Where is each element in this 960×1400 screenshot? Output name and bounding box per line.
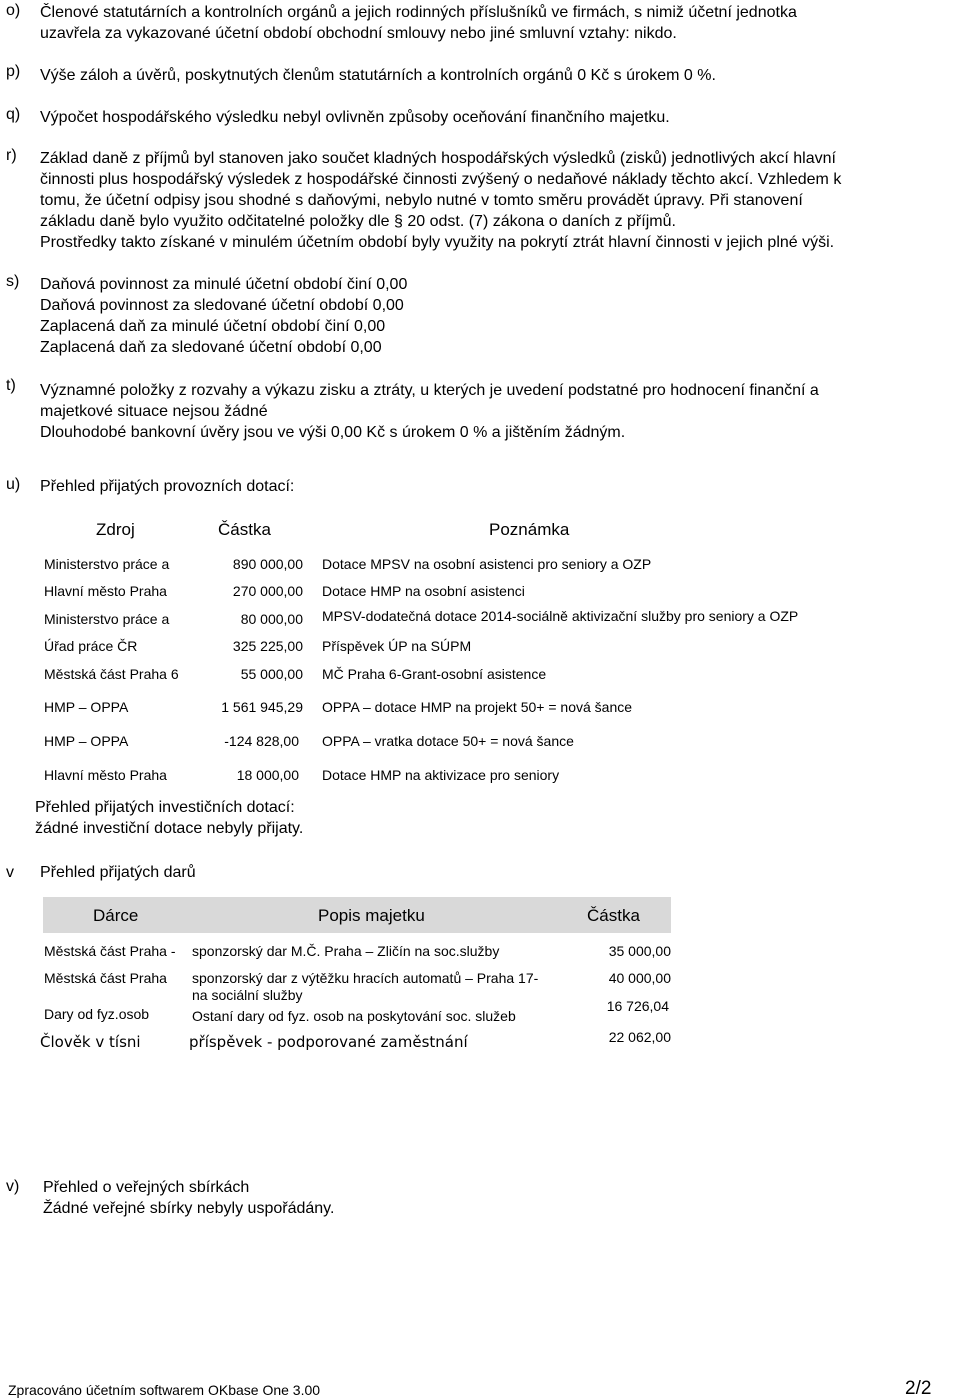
- section-label-r: r): [6, 147, 17, 164]
- donation-amount: 16 726,04: [606, 998, 669, 1014]
- section-v2-text: Přehled o veřejných sbírkách Žádné veřejné sbírky nebyly uspořádány.: [43, 1179, 335, 1217]
- section-label-q: q): [6, 106, 21, 123]
- grant-note: MČ Praha 6-Grant-osobní asistence: [322, 666, 547, 682]
- section-label-v2: v): [6, 1178, 20, 1195]
- section-q-text: Výpočet hospodářského výsledku nebyl ovlivněn způsoby oceňování finančního majetku.: [40, 109, 670, 126]
- section-label-o: o): [6, 2, 21, 19]
- donation-donor: Městská část Praha -: [44, 943, 176, 959]
- grant-amount: 325 225,00: [232, 638, 303, 654]
- donations-header-donor: Dárce: [93, 906, 139, 925]
- donation-desc: příspěvek - podporované zaměstnání: [189, 1033, 468, 1051]
- grant-source: Úřad práce ČR: [44, 638, 138, 654]
- grant-note: Dotace HMP na osobní asistenci: [322, 583, 525, 599]
- grant-amount: 80 000,00: [240, 611, 303, 627]
- grant-note: OPPA – vratka dotace 50+ = nová šance: [322, 733, 574, 749]
- donations-header-desc: Popis majetku: [318, 906, 425, 925]
- grants-header-note: Poznámka: [489, 520, 570, 539]
- grant-amount: -124 828,00: [224, 733, 299, 749]
- donation-amount: 22 062,00: [608, 1029, 671, 1045]
- donation-desc: Ostaní dary od fyz. osob na poskytování soc. služeb: [192, 1008, 516, 1024]
- section-label-u: u): [6, 476, 21, 493]
- grant-note: OPPA – dotace HMP na projekt 50+ = nová šance: [322, 699, 633, 715]
- grant-source: Ministerstvo práce a: [44, 611, 170, 627]
- grant-amount: 18 000,00: [236, 767, 299, 783]
- section-o-text: Členové statutárních a kontrolních orgánů a jejich rodinných příslušníků ve firmách, s nimiž účetní jednotka uzavřela za vykazované účetní období obchodní smlouvy nebo jiné smluvní vztahy: nikdo.: [40, 4, 797, 42]
- donation-donor: Městská část Praha: [44, 970, 167, 986]
- grants-header-amount: Částka: [218, 520, 271, 539]
- grants-header-source: Zdroj: [96, 520, 135, 539]
- section-t-text: Významné položky z rozvahy a výkazu zisku a ztráty, u kterých je uvedení podstatné pro hodnocení finanční a majetkové situace nejsou žádné Dlouhodobé bankovní úvěry jsou ve výši 0,00 Kč s úrokem 0 % a jištěním žádným.: [40, 382, 819, 441]
- section-r-text: Základ daně z příjmů byl stanoven jako součet kladných hospodářských výsledků (zisků) jednotlivých akcí hlavní činnosti plus hospodářský výsledek z hospodářské činnosti zvýšený o nedaňové náklady těchto akcí. Vzhledem k tomu, že účetní odpisy jsou shodné s daňovými, nebylo nutné v tomto směru provádět úpravy. Při stanovení základu daně bylo využito odčitatelné položky dle § 20 odst. (7) zákona o daních z příjmů. Prostředky takto získané v minulém účetním období byly využity na pokrytí ztrát hlavní činnosti v jejich plné výši.: [40, 150, 842, 251]
- section-label-t: t): [6, 377, 16, 394]
- donation-amount: 40 000,00: [608, 970, 671, 986]
- grant-note: Příspěvek ÚP na SÚPM: [322, 638, 472, 654]
- donation-desc: sponzorský dar z výtěžku hracích automatů – Praha 17- na sociální služby: [192, 970, 539, 1003]
- section-label-v: v: [6, 864, 14, 881]
- grant-source: HMP – OPPA: [44, 699, 129, 715]
- footer-software: Zpracováno účetním softwarem OKbase One 3.00: [8, 1382, 321, 1398]
- section-p-text: Výše záloh a úvěrů, poskytnutých členům statutárních a kontrolních orgánů 0 Kč s úrokem 0 %.: [40, 67, 716, 84]
- grant-source: HMP – OPPA: [44, 733, 129, 749]
- grant-amount: 1 561 945,29: [221, 699, 303, 715]
- grant-amount: 890 000,00: [232, 556, 303, 572]
- section-u-text: Přehled přijatých provozních dotací:: [40, 478, 295, 495]
- donation-donor: Dary od fyz.osob: [44, 1006, 150, 1022]
- donation-donor: Člověk v tísni: [40, 1033, 141, 1051]
- grant-source: Ministerstvo práce a: [44, 556, 170, 572]
- section-s-text: Daňová povinnost za minulé účetní období činí 0,00 Daňová povinnost za sledované účetní období 0,00 Zaplacená daň za minulé účetní období činí 0,00 Zaplacená daň za sledované účetní období 0,00: [40, 276, 408, 356]
- investment-grants: Přehled přijatých investičních dotací: žádné investiční dotace nebyly přijaty.: [35, 799, 304, 837]
- grant-note: Dotace HMP na aktivizace pro seniory: [322, 767, 560, 783]
- grant-source: Hlavní město Praha: [44, 767, 167, 783]
- donation-amount: 35 000,00: [608, 943, 671, 959]
- section-label-s: s): [6, 273, 20, 290]
- grant-note: Dotace MPSV na osobní asistenci pro seniory a OZP: [322, 556, 652, 572]
- grant-source: Hlavní město Praha: [44, 583, 167, 599]
- grant-source: Městská část Praha 6: [44, 666, 179, 682]
- donation-desc: sponzorský dar M.Č. Praha – Zličín na soc.služby: [192, 943, 500, 959]
- page-number: 2/2: [905, 1378, 932, 1399]
- donations-header-amount: Částka: [587, 906, 640, 925]
- grant-amount: 55 000,00: [240, 666, 303, 682]
- section-label-p: p): [6, 63, 21, 80]
- grant-note: MPSV-dodatečná dotace 2014-sociálně aktivizační služby pro seniory a OZP: [322, 608, 799, 624]
- grant-amount: 270 000,00: [232, 583, 303, 599]
- section-v-text: Přehled přijatých darů: [40, 864, 196, 881]
